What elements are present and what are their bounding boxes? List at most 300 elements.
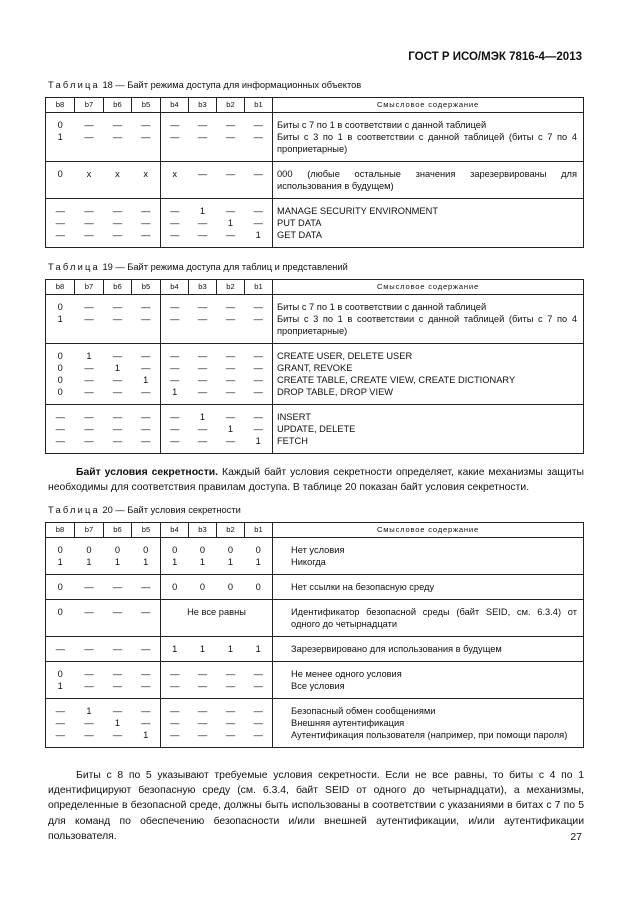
bit-cell: — <box>217 131 245 162</box>
description-cell: PUT DATA <box>273 217 584 229</box>
bit-cell: — <box>84 424 94 434</box>
bit-cell: 0 <box>161 575 189 600</box>
bit-cell: — <box>189 344 217 363</box>
table-row <box>46 362 584 374</box>
bit-cell: — <box>104 313 132 344</box>
column-header-b3: b3 <box>189 98 217 113</box>
bit-cell: — <box>189 295 217 314</box>
bit-cell: — <box>104 344 132 363</box>
bit-cell: — <box>75 575 104 600</box>
row-group <box>46 344 584 405</box>
bit-cell: 0 <box>189 538 217 557</box>
bit-cell: — <box>75 113 104 132</box>
bit-cell: — <box>189 386 217 405</box>
bit-cell: — <box>46 729 75 748</box>
column-header-description: Смысловое содержание <box>273 523 584 538</box>
table19 <box>45 279 584 454</box>
bit-cell: — <box>217 729 245 748</box>
bit-cell: — <box>104 386 132 405</box>
bits-explanation-paragraph <box>48 768 584 844</box>
description-cell: INSERT <box>273 405 584 424</box>
bit-cell: — <box>75 435 104 454</box>
bit-cell: — <box>197 424 208 434</box>
bit-cell: — <box>189 662 217 681</box>
bit-cell: x <box>104 162 132 199</box>
bit-cell: 1 <box>46 680 75 699</box>
column-header-b5: b5 <box>132 280 161 295</box>
bit-cell: — <box>197 375 208 385</box>
bit-cell: — <box>132 131 161 162</box>
description-cell: 000 (любые остальные значения зарезервированы для использования в будущем) <box>273 162 584 199</box>
bit-cell: — <box>141 718 151 728</box>
description-cell: CREATE USER, DELETE USER <box>273 344 584 363</box>
bit-cell: — <box>104 435 132 454</box>
description-cell: GET DATA <box>273 229 584 248</box>
description-cell: Биты с 7 по 1 в соответствии с данной таблицей <box>273 113 584 132</box>
bit-cell: — <box>161 423 189 435</box>
standard-header: ГОСТ Р ИСО/МЭК 7816-4—2013 <box>408 51 582 63</box>
bit-cell: — <box>245 405 273 424</box>
bit-cell: — <box>75 662 104 681</box>
bit-cell: — <box>189 313 217 344</box>
table-row <box>46 538 584 557</box>
bit-cell: — <box>217 344 245 363</box>
bit-cell: 0 <box>57 375 63 385</box>
column-header-b6: b6 <box>104 523 132 538</box>
row-group <box>46 113 584 162</box>
bit-cell: — <box>84 718 94 728</box>
description-cell: CREATE TABLE, CREATE VIEW, CREATE DICTIONARY <box>273 374 584 386</box>
bit-cell: 0 <box>245 538 273 557</box>
bit-cell: — <box>132 699 161 718</box>
table19-caption <box>48 262 348 272</box>
column-header-b1: b1 <box>245 98 273 113</box>
table20 <box>45 522 584 748</box>
bit-cell: — <box>141 424 151 434</box>
bit-cell: — <box>132 344 161 363</box>
description-cell: Нет условия <box>273 538 584 557</box>
bit-cell: x <box>132 162 161 199</box>
bit-cell: 0 <box>46 344 75 363</box>
bit-cell: — <box>161 295 189 314</box>
bit-cell: 1 <box>46 556 75 575</box>
bit-cell: — <box>253 424 263 434</box>
bit-cell: 1 <box>189 405 217 424</box>
bit-cell: 0 <box>46 386 75 405</box>
bit-cell: 0 <box>46 162 75 199</box>
column-header-b8: b8 <box>46 280 75 295</box>
table-row <box>46 575 584 600</box>
row-group <box>46 662 584 699</box>
bit-cell: — <box>112 375 123 385</box>
bit-cell: — <box>104 295 132 314</box>
table-row <box>46 386 584 405</box>
bit-cell: — <box>55 718 65 728</box>
bit-cell: 0 <box>46 600 75 637</box>
table-row <box>46 374 584 386</box>
column-header-b2: b2 <box>217 280 245 295</box>
description-cell: FETCH <box>273 435 584 454</box>
table18-caption-text: 18 — Байт режима доступа для информационных объектов <box>102 80 362 90</box>
bit-cell: — <box>141 363 151 373</box>
bit-cell: — <box>84 363 94 373</box>
bit-cell: — <box>75 229 104 248</box>
table18-caption <box>48 80 361 90</box>
description-cell: Зарезервировано для использования в будущем <box>273 637 584 662</box>
row-group <box>46 199 584 248</box>
bit-cell: — <box>75 729 104 748</box>
bit-cell: — <box>75 295 104 314</box>
bit-cell: 1 <box>227 218 234 228</box>
description-cell: GRANT, REVOKE <box>273 362 584 374</box>
bit-cell: — <box>245 699 273 718</box>
bit-cell: — <box>217 699 245 718</box>
bit-cell: 1 <box>161 556 189 575</box>
table-row <box>46 600 584 637</box>
bit-cell: 1 <box>114 718 121 728</box>
column-header-b4: b4 <box>161 523 189 538</box>
table-row <box>46 162 584 199</box>
table-row <box>46 344 584 363</box>
description-cell: DROP TABLE, DROP VIEW <box>273 386 584 405</box>
bit-cell: — <box>161 229 189 248</box>
row-group <box>46 600 584 637</box>
bit-cell: — <box>189 229 217 248</box>
bit-cell: x <box>161 162 189 199</box>
bit-cell: 1 <box>245 435 273 454</box>
bit-cell: — <box>104 699 132 718</box>
bit-cell: — <box>197 718 208 728</box>
table19-caption-word: Таблица <box>48 262 100 272</box>
bit-cell: — <box>217 405 245 424</box>
bit-cell: 0 <box>46 113 75 132</box>
bit-cell: 1 <box>46 313 75 344</box>
row-group <box>46 538 584 575</box>
bit-cell: 1 <box>217 556 245 575</box>
bit-cell: — <box>161 717 189 729</box>
description-cell: MANAGE SECURITY ENVIRONMENT <box>273 199 584 218</box>
bit-cell: 1 <box>132 729 161 748</box>
bit-cell: — <box>104 575 132 600</box>
description-cell: Все условия <box>273 680 584 699</box>
bit-cell: 0 <box>217 538 245 557</box>
description-cell: Никогда <box>273 556 584 575</box>
column-header-b7: b7 <box>75 523 104 538</box>
table-row <box>46 637 584 662</box>
bit-cell: 1 <box>189 637 217 662</box>
column-header-description: Смысловое содержание <box>273 280 584 295</box>
bit-cell: — <box>104 113 132 132</box>
column-header-b1: b1 <box>245 280 273 295</box>
bit-cell: — <box>189 680 217 699</box>
table-row <box>46 313 584 344</box>
table-row <box>46 556 584 575</box>
bit-cell: — <box>132 405 161 424</box>
bit-cell: — <box>75 386 104 405</box>
bit-cell: — <box>104 729 132 748</box>
bit-cell: — <box>245 313 273 344</box>
table-row <box>46 423 584 435</box>
description-cell: Биты с 7 по 1 в соответствии с данной таблицей <box>273 295 584 314</box>
bit-cell: — <box>217 313 245 344</box>
row-group <box>46 699 584 748</box>
bit-cell: — <box>161 374 189 386</box>
bit-cell: — <box>217 295 245 314</box>
bit-cell: 1 <box>245 556 273 575</box>
bit-cell: — <box>161 662 189 681</box>
bit-cell: — <box>161 680 189 699</box>
column-header-b6: b6 <box>104 280 132 295</box>
bit-cell: 0 <box>245 575 273 600</box>
bit-cell: — <box>217 162 245 199</box>
column-header-b4: b4 <box>161 98 189 113</box>
bit-cell: 1 <box>189 199 217 218</box>
table-row <box>46 680 584 699</box>
bit-cell: 1 <box>75 699 104 718</box>
bit-cell: — <box>104 405 132 424</box>
row-group <box>46 405 584 454</box>
bit-cell: 0 <box>217 575 245 600</box>
bit-cell: — <box>55 218 65 228</box>
table-row <box>46 699 584 718</box>
bit-cell: — <box>245 199 273 218</box>
bit-cell: 0 <box>46 295 75 314</box>
bit-cell: 1 <box>161 386 189 405</box>
table20-caption-word: Таблица <box>48 505 100 515</box>
description-cell: Идентификатор безопасной среды (байт SEID, см. 6.3.4) от одного до четырнадцати <box>273 600 584 637</box>
column-header-b1: b1 <box>245 523 273 538</box>
bit-cell: — <box>161 699 189 718</box>
row-group <box>46 575 584 600</box>
bit-cell: — <box>132 386 161 405</box>
bit-cell: 1 <box>114 363 121 373</box>
bit-cell: — <box>161 362 189 374</box>
column-header-b7: b7 <box>75 280 104 295</box>
bit-cell: 0 <box>57 363 63 373</box>
bit-cell: — <box>75 680 104 699</box>
bit-cell: 0 <box>46 662 75 681</box>
bit-cell: — <box>197 363 208 373</box>
bit-cell: 0 <box>46 538 75 557</box>
bit-cell: — <box>189 162 217 199</box>
bit-cell: 0 <box>46 575 75 600</box>
bit-cell: — <box>132 199 161 218</box>
bit-cell: 0 <box>161 538 189 557</box>
column-header-b2: b2 <box>217 523 245 538</box>
table19-caption-text: 19 — Байт режима доступа для таблиц и представлений <box>102 262 348 272</box>
bit-cell: — <box>161 313 189 344</box>
column-header-b8: b8 <box>46 98 75 113</box>
bit-cell: — <box>253 363 263 373</box>
table-row <box>46 435 584 454</box>
bit-cell: x <box>75 162 104 199</box>
bit-cell: — <box>189 699 217 718</box>
column-header-description: Смысловое содержание <box>273 98 584 113</box>
bit-cell: — <box>161 405 189 424</box>
bit-cell: 1 <box>245 637 273 662</box>
bit-cell: 1 <box>143 375 149 385</box>
security-byte-term: Байт условия секретности. <box>76 467 219 478</box>
bit-cell: — <box>132 313 161 344</box>
bit-cell: — <box>84 218 94 228</box>
bit-cell: — <box>132 575 161 600</box>
description-cell: Аутентификация пользователя (например, при помощи пароля) <box>273 729 584 748</box>
merged-bits-cell: Не все равны <box>161 600 273 637</box>
bit-cell: 1 <box>132 556 161 575</box>
bit-cell: 1 <box>245 229 273 248</box>
bit-cell: — <box>245 131 273 162</box>
security-byte-text: Каждый байт условия секретности определяет, какие механизмы защиты необходимы для соответствия правилам доступа. В таблице 20 показан байт условия секретности. <box>48 467 584 494</box>
column-header-b4: b4 <box>161 280 189 295</box>
bit-cell: — <box>55 424 65 434</box>
bit-cell: 1 <box>189 556 217 575</box>
bit-cell: — <box>161 344 189 363</box>
bit-cell: — <box>225 363 236 373</box>
bit-cell: — <box>104 637 132 662</box>
description-cell: Не менее одного условия <box>273 662 584 681</box>
bit-cell: — <box>75 637 104 662</box>
bit-cell: 0 <box>189 575 217 600</box>
bit-cell: — <box>46 699 75 718</box>
bit-cell: — <box>132 680 161 699</box>
bit-cell: — <box>104 131 132 162</box>
bit-cell: — <box>245 680 273 699</box>
table18 <box>45 97 584 248</box>
bit-cell: — <box>245 386 273 405</box>
description-cell: UPDATE, DELETE <box>273 423 584 435</box>
bit-cell: — <box>132 113 161 132</box>
bit-cell: — <box>75 600 104 637</box>
bit-cell: — <box>245 344 273 363</box>
row-group <box>46 295 584 344</box>
bit-cell: — <box>132 229 161 248</box>
column-header-b8: b8 <box>46 523 75 538</box>
bit-cell: — <box>104 680 132 699</box>
bit-cell: — <box>132 295 161 314</box>
table-row <box>46 199 584 218</box>
table-row <box>46 217 584 229</box>
bit-cell: — <box>46 435 75 454</box>
bit-cell: 1 <box>161 637 189 662</box>
page-number: 27 <box>570 831 582 843</box>
bit-cell: — <box>84 375 94 385</box>
bit-cell: — <box>132 662 161 681</box>
bit-cell: 0 <box>132 538 161 557</box>
bit-cell: — <box>112 424 123 434</box>
description-cell: Нет ссылки на безопасную среду <box>273 575 584 600</box>
column-header-b3: b3 <box>189 523 217 538</box>
bit-cell: — <box>245 113 273 132</box>
bit-cell: — <box>132 637 161 662</box>
bit-cell: — <box>132 435 161 454</box>
bit-cell: — <box>245 729 273 748</box>
bit-cell: 1 <box>217 637 245 662</box>
bit-cell: — <box>161 435 189 454</box>
bit-cell: — <box>46 405 75 424</box>
bit-cell: 1 <box>104 556 132 575</box>
column-header-b5: b5 <box>132 98 161 113</box>
bit-cell: — <box>217 229 245 248</box>
bit-cell: — <box>217 680 245 699</box>
bit-cell: 1 <box>46 131 75 162</box>
bit-cell: — <box>217 435 245 454</box>
bit-cell: — <box>217 199 245 218</box>
column-header-b6: b6 <box>104 98 132 113</box>
bit-cell: — <box>104 199 132 218</box>
bit-cell: — <box>104 662 132 681</box>
bit-cell: — <box>46 229 75 248</box>
description-cell: Биты с 3 по 1 в соответствии с данной таблицей (биты с 7 по 4 проприетарные) <box>273 313 584 344</box>
bit-cell: 1 <box>75 556 104 575</box>
bit-cell: — <box>225 375 236 385</box>
table-row <box>46 229 584 248</box>
bit-cell: — <box>75 405 104 424</box>
bit-cell: — <box>161 729 189 748</box>
bit-cell: — <box>104 229 132 248</box>
bit-cell: — <box>46 637 75 662</box>
description-cell: Безопасный обмен сообщениями <box>273 699 584 718</box>
bit-cell: 0 <box>75 538 104 557</box>
bit-cell: — <box>161 199 189 218</box>
row-group <box>46 637 584 662</box>
bit-cell: — <box>112 218 123 228</box>
table18-caption-word: Таблица <box>48 80 100 90</box>
bit-cell: — <box>46 199 75 218</box>
table-row <box>46 405 584 424</box>
bit-cell: — <box>245 162 273 199</box>
description-cell: Биты с 3 по 1 в соответствии с данной таблицей (биты с 7 по 4 проприетарные) <box>273 131 584 162</box>
bit-cell: — <box>245 662 273 681</box>
bit-cell: — <box>245 295 273 314</box>
bit-cell: — <box>253 718 263 728</box>
bit-cell: — <box>253 218 263 228</box>
bit-cell: — <box>225 718 236 728</box>
bit-cell: 1 <box>227 424 234 434</box>
bit-cell: — <box>161 113 189 132</box>
bit-cell: — <box>161 131 189 162</box>
table-row <box>46 131 584 162</box>
table-row <box>46 717 584 729</box>
bit-cell: — <box>75 199 104 218</box>
bit-cell: — <box>189 729 217 748</box>
bits-explanation-text: Биты с 8 по 5 указывают требуемые условия секретности. Если не все равны, то биты с 4 по 1 идентифицируют безопасную среду (см. 6.3.4, байт SEID от одного до четырнадцати), а механизмы, определенные в безопасной среде, должны быть использованы в соответствии с указаниями в битах с 7 по 5 для команд по обеспечению безопасности и/или внешней аутентификации, и/или аутентификации пользователя. <box>48 770 584 842</box>
description-cell: Внешняя аутентификация <box>273 717 584 729</box>
row-group <box>46 162 584 199</box>
bit-cell: — <box>189 435 217 454</box>
bit-cell: — <box>217 113 245 132</box>
table-row <box>46 729 584 748</box>
bit-cell: — <box>75 131 104 162</box>
table20-caption-text: 20 — Байт условия секретности <box>102 505 241 515</box>
bit-cell: 1 <box>75 344 104 363</box>
table-row <box>46 295 584 314</box>
column-header-b5: b5 <box>132 523 161 538</box>
table20-caption <box>48 505 241 515</box>
table-row <box>46 113 584 132</box>
bit-cell: — <box>189 113 217 132</box>
bit-cell: — <box>141 218 151 228</box>
table-row <box>46 662 584 681</box>
column-header-b7: b7 <box>75 98 104 113</box>
security-byte-paragraph <box>48 465 584 495</box>
bit-cell: 0 <box>104 538 132 557</box>
bit-cell: — <box>217 386 245 405</box>
bit-cell: — <box>189 131 217 162</box>
bit-cell: — <box>217 662 245 681</box>
bit-cell: — <box>253 375 263 385</box>
bit-cell: — <box>75 313 104 344</box>
bit-cell: — <box>132 600 161 637</box>
